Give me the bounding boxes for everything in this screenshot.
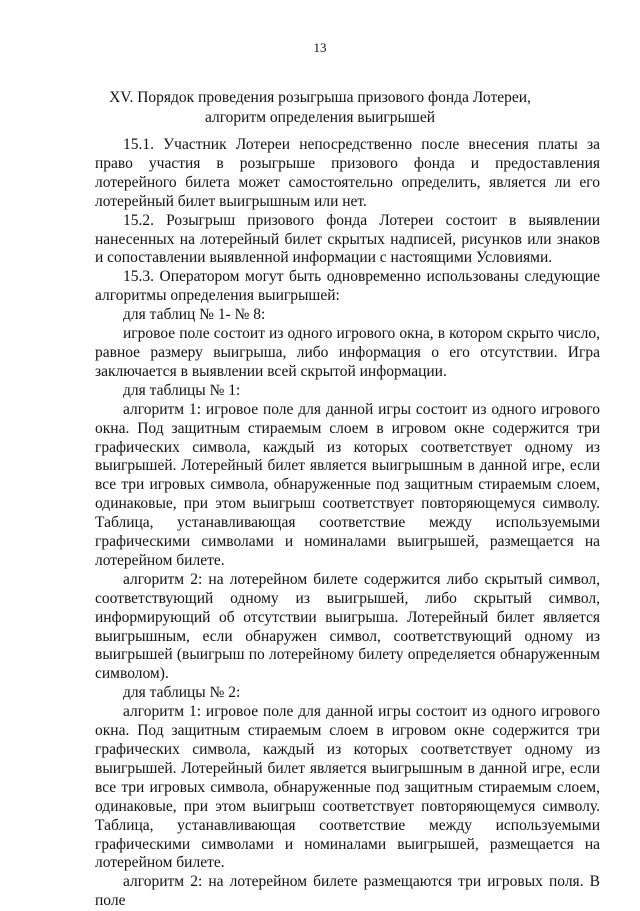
paragraph-table-2-heading: для таблицы № 2: xyxy=(123,684,241,702)
section-title-line-2: алгоритм определения выигрышей xyxy=(204,109,436,126)
paragraph-table-1-algorithm-2: алгоритм 2: на лотерейном билете содержится либо скрытый символ, соответствующий одному из выигрышей, либо скрытый символ, информирующий об отсутствии выигрыша. Лотерейный билет является выигрышным, если обнаружен символ, соответствующий одному из выигрышей (выигрыш по лотерейному билету определяется обнаруженным символом). xyxy=(95,570,600,683)
section-title xyxy=(70,88,570,128)
paragraph-15-1: 15.1. Участник Лотереи непосредственно после внесения платы за право участия в розыгрыше призового фонда и предоставления лотерейного билета может самостоятельно определить, является ли его лотерейный билет выигрышным или нет. xyxy=(95,136,600,210)
paragraph-table-2-algorithm-2: алгоритм 2: на лотерейном билете размещаются три игровых поля. В поле xyxy=(95,873,600,910)
paragraph-tables-1-8-text: игровое поле состоит из одного игрового окна, в котором скрыто число, равное размеру выигрыша, либо информация о его отсутствии. Игра заключается в выявлении всей скрытой информации. xyxy=(95,325,600,380)
section-title-line-1: XV. Порядок проведения розыгрыша призового фонда Лотереи, xyxy=(109,89,531,106)
paragraph-table-1-algorithm-1: алгоритм 1: игровое поле для данной игры состоит из одного игрового окна. Под защитным стираемым слоем в игровом окне содержится три графических символа, каждый из которых соответствует одному из выигрышей. Лотерейный билет является выигрышным в данной игре, если все три игровых символа, обнаруженные под защитным стираемым слоем, одинаковые, при этом выигрыш соответствует повторяющемуся символу. Таблица, устанавливающая соответствие между используемыми графическими символами и номиналами выигрышей, размещается на лотерейном билете. xyxy=(95,400,600,569)
paragraph-15-2: 15.2. Розыгрыш призового фонда Лотереи состоит в выявлении нанесенных на лотерейный билет скрытых надписей, рисунков или знаков и сопоставлении выявленной информации с настоящими Условиями. xyxy=(95,211,600,267)
paragraph-tables-1-8-heading: для таблиц № 1- № 8: xyxy=(123,306,266,324)
paragraph-table-1-heading: для таблицы № 1: xyxy=(123,381,241,399)
document-body xyxy=(95,136,600,911)
page-number: 13 xyxy=(313,40,327,55)
paragraph-15-3: 15.3. Оператором могут быть одновременно использованы следующие алгоритмы определения выигрышей: xyxy=(95,268,600,305)
paragraph-table-2-algorithm-1: алгоритм 1: игровое поле для данной игры состоит из одного игрового окна. Под защитным стираемым слоем в игровом окне содержится три графических символа, каждый из которых соответствует одному из выигрышей. Лотерейный билет является выигрышным в данной игре, если все три игровых символа, обнаруженные под защитным стираемым слоем, одинаковые, при этом выигрыш соответствует повторяющемуся символу. Таблица, устанавливающая соответствие между используемыми графическими символами и номиналами выигрышей, размещается на лотерейном билете. xyxy=(95,703,600,872)
